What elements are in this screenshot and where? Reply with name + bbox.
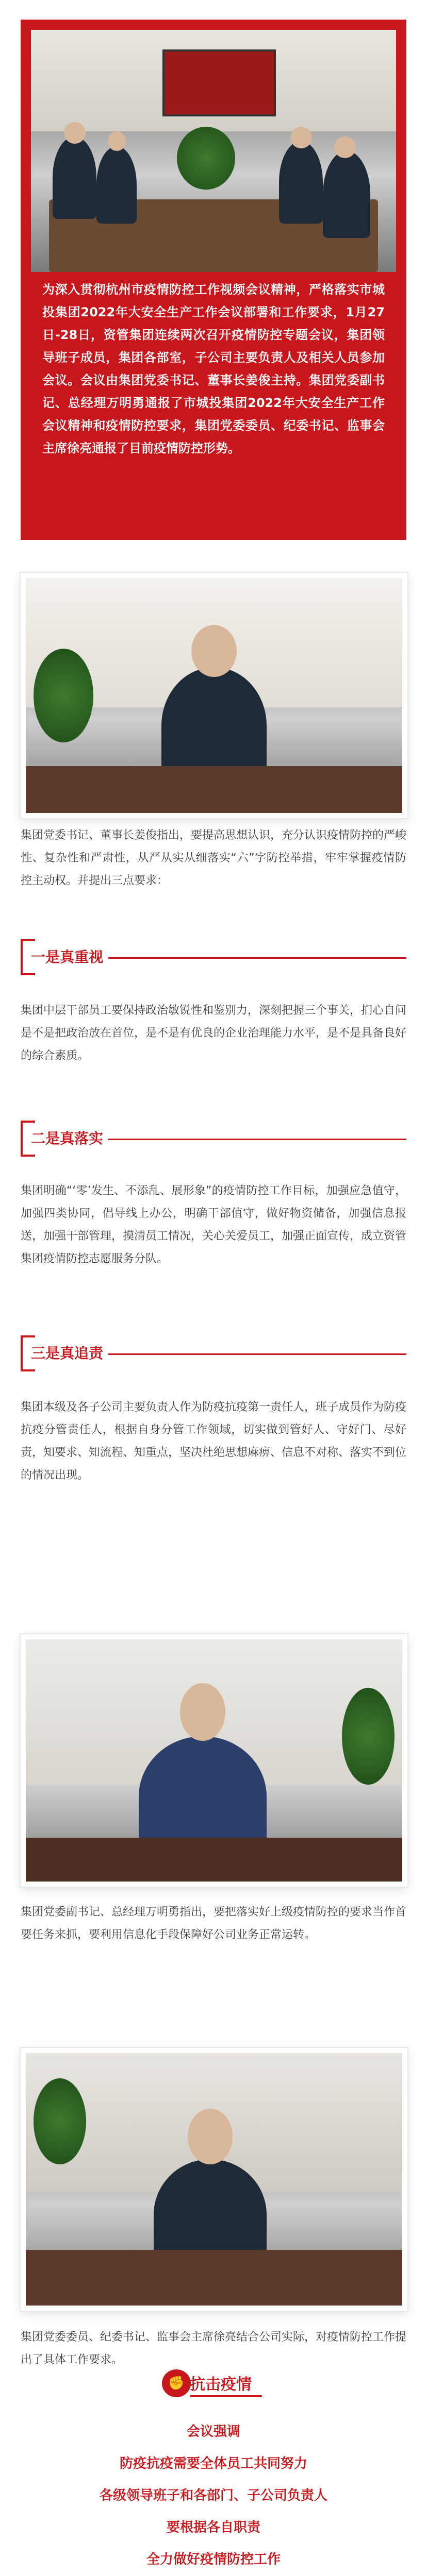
lead-paragraph: 为深入贯彻杭州市疫情防控工作视频会议精神，严格落实市城投集团2022年大安全生产工作会议部署和工作要求，1月27日-28日，资管集团连续两次召开疫情防控专题会议，集团领导班子成员，集团各部室，子公司主要负责人及相关人员参加会议。会议由集团党委书记、董事长姜俊主持。集团党委副书记、总经理万明勇通报了市城投集团2022年大安全生产工作会议精神和疫情防控要求，集团党委委员、纪委书记、监事会主席徐亮通报了目前疫情防控形势。 — [42, 282, 385, 455]
slogan-line-2: 防疫抗疫需要全体员工共同努力 — [119, 2456, 307, 2471]
slogan-line-4: 要根据各自职责 — [166, 2520, 260, 2535]
section-heading-1 — [21, 939, 406, 975]
section-paragraph-1: 集团中层干部员工要保持政治敏锐性和鉴别力，深刻把握三个事关，扪心自问是不是把政治放在首位，是不是有优良的企业治理能力水平，是不是具备良好的综合素质。 — [21, 1004, 407, 1062]
slogan-line-1: 会议强调 — [186, 2424, 240, 2439]
secretary-paragraph: 集团党委委员、纪委书记、监事会主席徐亮结合公司实际，对疫情防控工作提出了具体工作要求。 — [21, 2331, 407, 2366]
fist-icon: ✊ — [162, 2369, 191, 2397]
section-heading-3 — [21, 1335, 406, 1371]
section-heading-1-label: 一是真重视 — [29, 946, 108, 968]
section-paragraph-3: 集团本级及各子公司主要负责人作为防疫抗疫第一责任人，班子成员作为防疫抗疫分管责任人，根据自身分管工作领域，切实做到管好人、守好门、尽好责，知要求、知流程、知重点，坚决杜绝思想麻痹、信息不对称、落实不到位的情况出现。 — [21, 1401, 407, 1482]
chairman-photo — [21, 573, 407, 818]
manager-paragraph: 集团党委副书记、总经理万明勇指出，要把落实好上级疫情防控的要求当作首要任务来抓，要利用信息化手段保障好公司业务正常运转。 — [21, 1906, 407, 1941]
manager-photo — [21, 1634, 407, 1887]
section-heading-2 — [21, 1121, 406, 1157]
section-paragraph-2: 集团明确“‘零’发生、不添乱、展形象”的疫情防控工作目标，加强应急值守，加强四类协同，倡导线上办公，明确干部值守，做好物资储备，加强信息报送，加强干部管理，摸清员工情况，关心关爱员工，加强正面宣传，成立资管集团疫情防控志愿服务分队。 — [21, 1184, 407, 1265]
meeting-photo — [31, 30, 396, 272]
lead-banner — [21, 20, 406, 540]
fight-epidemic-seal — [162, 2367, 265, 2399]
slogan-line-5: 全力做好疫情防控工作 — [146, 2552, 281, 2567]
secretary-photo — [21, 2048, 407, 2311]
section-heading-3-label: 三是真追责 — [29, 1343, 108, 1364]
intro-paragraph: 集团党委书记、董事长姜俊指出，要提高思想认识，充分认识疫情防控的严峻性、复杂性和严肃性，从严从实从细落实“六”字防控举措，牢牢掌握疫情防控主动权。并提出三点要求： — [21, 829, 407, 887]
seal-title: 抗击疫情 — [190, 2376, 252, 2394]
slogan-line-3: 各级领导班子和各部门、子公司负责人 — [99, 2488, 327, 2503]
section-heading-2-label: 二是真落实 — [29, 1128, 108, 1149]
